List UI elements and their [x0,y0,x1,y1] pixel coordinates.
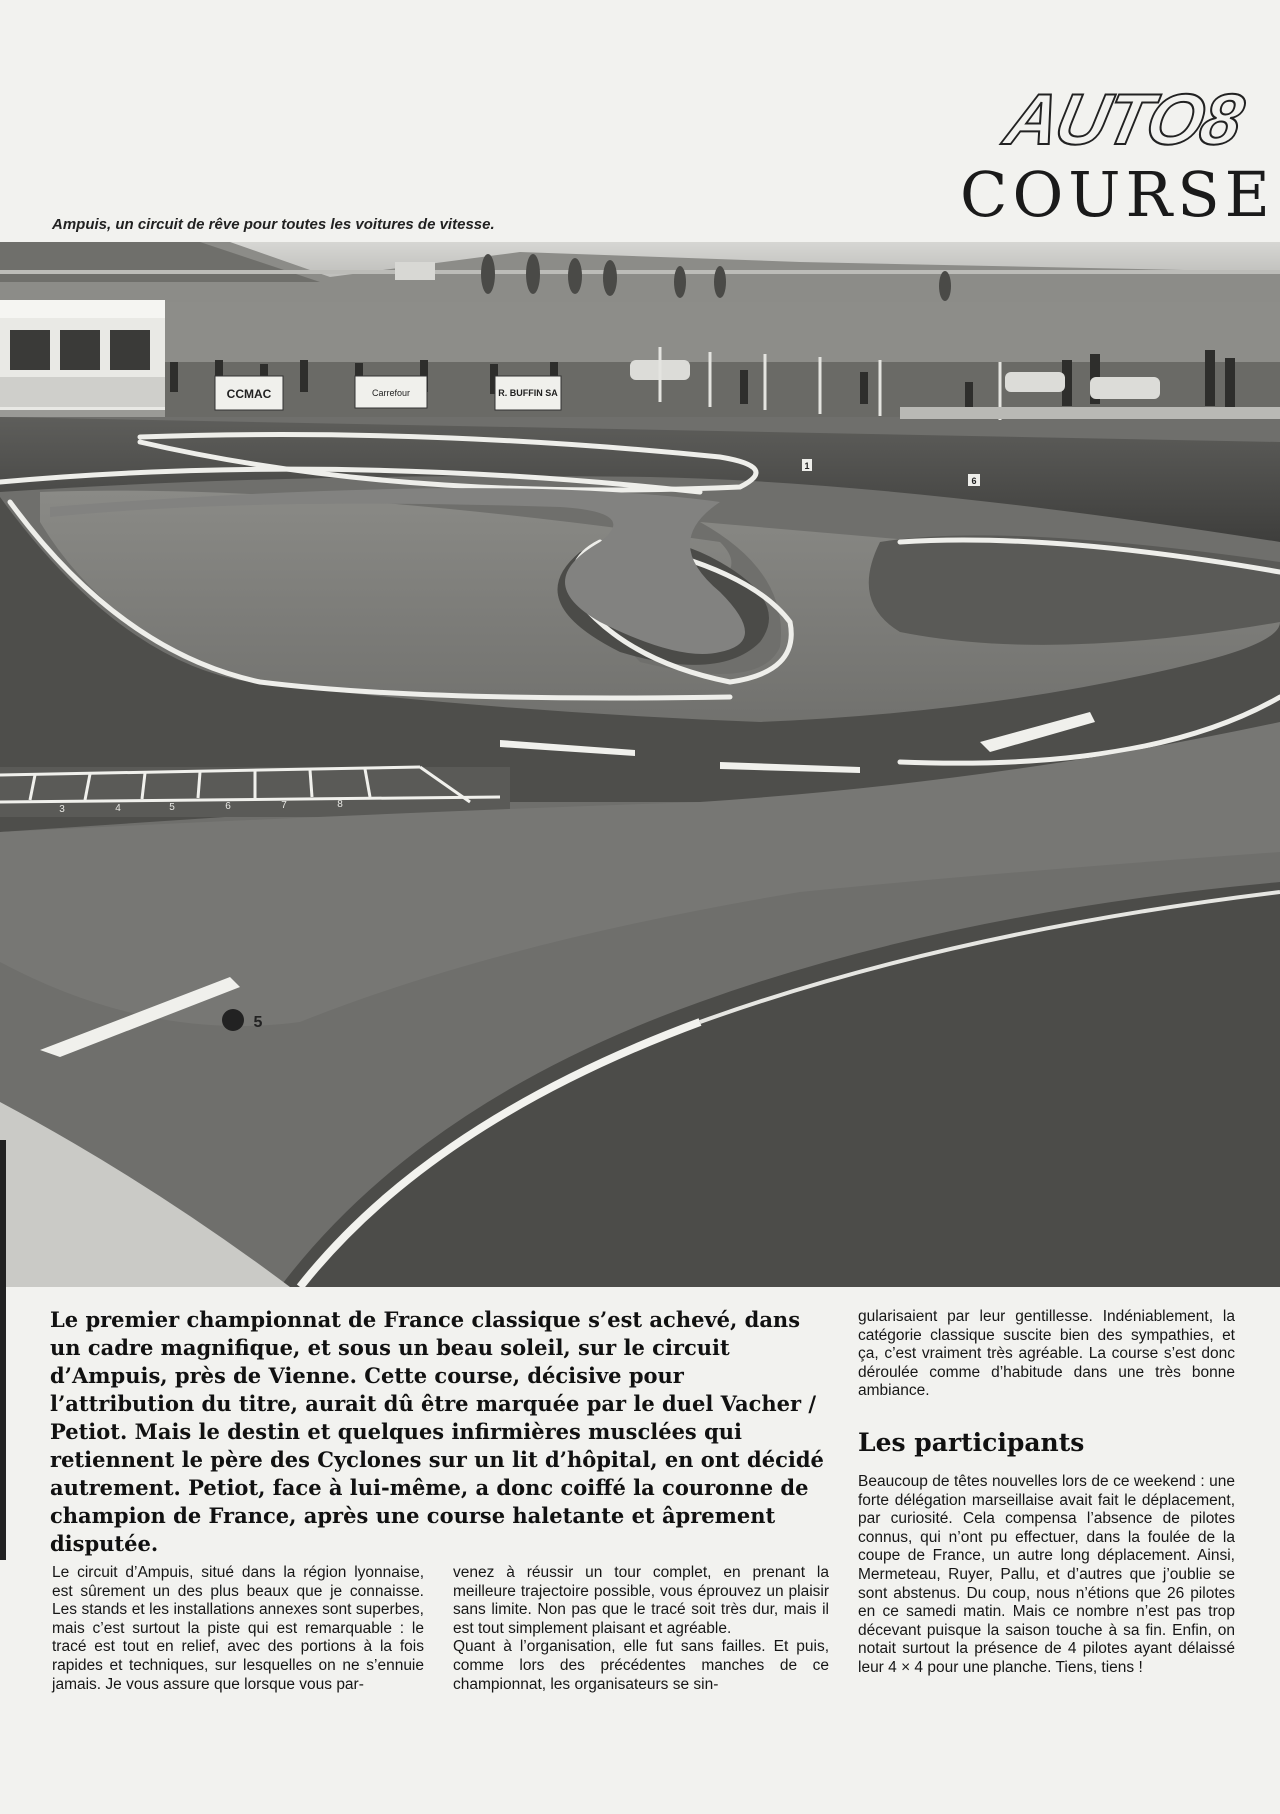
photo-caption: Ampuis, un circuit de rêve pour toutes les voitures de vitesse. [52,216,495,233]
body-paragraph: venez à réussir un tour complet, en prenant la meilleure trajectoire possible, vous éprouvez un plaisir sans limite. Non pas que le tracé soit très dur, mais il est tout simplement plaisant et agréable. [453,1564,829,1637]
lane-number: 4 [115,803,121,814]
section-heading: Les participants [858,1428,1085,1457]
lane-number: 7 [281,800,287,811]
lane-number: 3 [59,804,65,815]
lane-number: 8 [337,799,343,810]
body-paragraph: gularisaient par leur gentillesse. Indéniablement, la catégorie classique suscite bien des sympathies, et ça, c’est vraiment très agréable. La course s’est donc déroulée comme d’habitude dans une très bonne ambiance. [858,1308,1235,1400]
body-column-1 [52,1564,424,1694]
body-column-3 [858,1308,1235,1401]
body-column-3-continued [858,1473,1235,1678]
body-paragraph: Beaucoup de têtes nouvelles lors de ce weekend : une forte délégation marseillaise avait fait le déplacement, par curiosité. Cela compensa l’absence de pilotes connus, qui n’ont pu effectuer, dans la foulée de la coupe de France, un autre long déplacement. Ainsi, Mermeteau, Ruyer, Pallu, et d’autres que j’oublie se sont abstenus. Du coup, nous n’étions que 26 pilotes en ce samedi matin. Mais ce nombre n’est pas trop décevant puisque la saison touche à sa fin. Enfin, on notait surtout la présence de 4 pilotes ayant délaissé leur 4 × 4 pour une planche. Tiens, tiens ! [858,1473,1235,1676]
masthead [960,80,1275,240]
page-edge [0,1140,6,1560]
lane-number: 6 [225,801,231,812]
track-marker: 1 [804,461,810,471]
banner-buffin: R. BUFFIN SA [498,388,558,398]
track-marker: 5 [253,1014,263,1031]
lane-number: 5 [169,802,175,813]
track-marker: 6 [971,476,977,486]
lead-paragraph: Le premier championnat de France classique s’est achevé, dans un cadre magnifique, et sous un beau soleil, sur le circuit d’Ampuis, près de Vienne. Cette course, décisive pour l’attribution du titre, aurait dû être marquée par le duel Vacher / Petiot. Mais le destin et quelques infirmières musclées qui retiennent le père des Cyclones sur un lit d’hôpital, en ont décidé autrement. Petiot, face à lui-même, a donc coiffé la couronne de champion de France, après une course haletante et âprement disputée. [50,1307,824,1556]
section-title: COURSE [960,158,1275,231]
body-column-2 [453,1564,829,1694]
auto8-logo: AUTO8 [998,80,1249,160]
race-track-photo [0,242,1280,1287]
body-paragraph: Quant à l’organisation, elle fut sans failles. Et puis, comme lors des précédentes manches de ce championnat, les organisateurs se sin- [453,1638,829,1693]
body-paragraph: Le circuit d’Ampuis, situé dans la région lyonnaise, est sûrement un des plus beaux que je connaisse. Les stands et les installations annexes sont superbes, mais c’est surtout la piste qui est remarquable : le tracé est tout en relief, avec des portions à la fois rapides et techniques, sur lesquelles on ne s’ennuie jamais. Je vous assure que lorsque vous par- [52,1564,424,1693]
banner-carrefour: Carrefour [371,388,411,398]
banner-ccmac: CCMAC [226,387,272,401]
